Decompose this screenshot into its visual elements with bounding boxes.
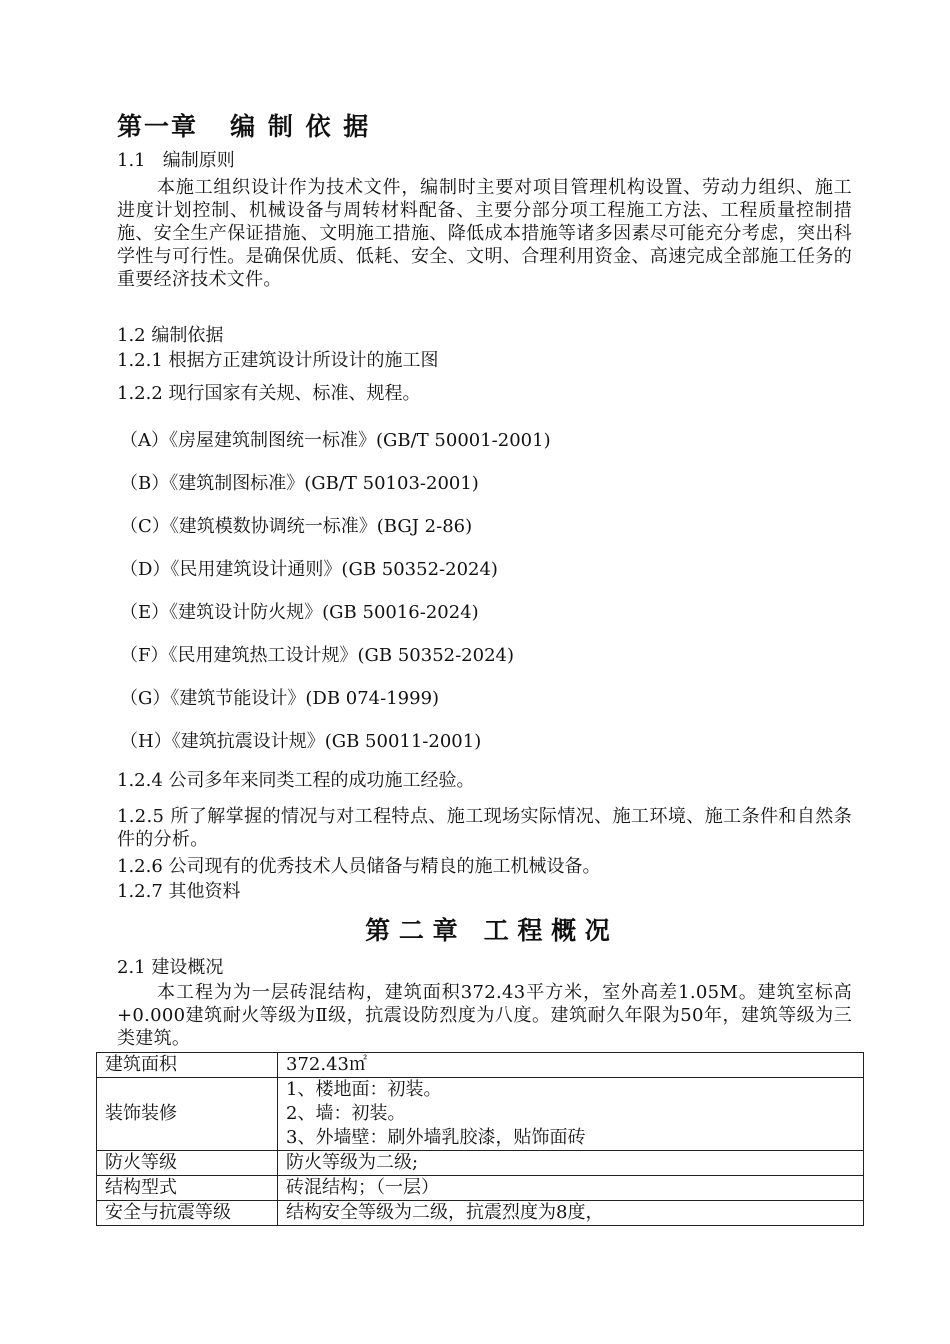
table-row <box>97 1176 864 1201</box>
section-2-1-heading: 2.1 建设概况 <box>117 957 224 978</box>
project-overview-table <box>96 1052 864 1226</box>
standard-item-a: （A）《房屋建筑制图统一标准》(GB/T 50001-2001) <box>120 430 551 451</box>
table-label-decoration: 装饰装修 <box>97 1078 278 1151</box>
chapter-2-title: 第 二 章 工 程 概 况 <box>365 916 610 945</box>
chapter-1-title: 第一章 编 制 依 据 <box>117 112 371 141</box>
section-1-2-heading: 1.2 编制依据 <box>117 325 224 346</box>
standard-item-b: （B）《建筑制图标准》(GB/T 50103-2001) <box>120 473 479 494</box>
standard-item-c: （C）《建筑模数协调统一标准》(BGJ 2-86) <box>120 516 473 537</box>
table-value-decoration <box>278 1078 864 1151</box>
standard-item-h: （H）《建筑抗震设计规》(GB 50011-2001) <box>120 731 482 752</box>
table-value-safety: 结构安全等级为二级，抗震烈度为8度， <box>278 1201 864 1226</box>
section-2-1-paragraph: 本工程为为一层砖混结构，建筑面积372.43平方米，室外高差1.05M。建筑室标高+0.000建筑耐火等级为Ⅱ级，抗震设防烈度为八度。建筑耐久年限为50年，建筑等级为三类建筑。 <box>117 982 852 1049</box>
section-1-2-7: 1.2.7 其他资料 <box>117 881 241 902</box>
table-row <box>97 1078 864 1151</box>
section-1-2-5: 1.2.5 所了解掌握的情况与对工程特点、施工现场实际情况、施工环境、施工条件和自然条件的分析。 <box>117 806 852 850</box>
section-1-1-heading: 1.1 编制原则 <box>117 150 235 171</box>
section-1-2-1: 1.2.1 根据方正建筑设计所设计的施工图 <box>117 350 439 371</box>
decoration-line-1: 1、楼地面：初装。 <box>286 1079 442 1100</box>
table-value-area: 372.43㎡ <box>278 1053 864 1078</box>
table-value-fire: 防火等级为二级; <box>278 1151 864 1176</box>
table-value-structure: 砖混结构；（一层） <box>278 1176 864 1201</box>
standard-item-d: （D）《民用建筑设计通则》(GB 50352-2024) <box>120 559 498 580</box>
table-row <box>97 1151 864 1176</box>
section-1-2-6: 1.2.6 公司现有的优秀技术人员储备与精良的施工机械设备。 <box>117 856 601 877</box>
section-1-1-paragraph: 本施工组织设计作为技术文件，编制时主要对项目管理机构设置、劳动力组织、施工进度计划控制、机械设备与周转材料配备、主要分部分项工程施工方法、工程质量控制措施、安全生产保证措施、文明施工措施、降低成本措施等诸多因素尽可能充分考虑，突出科学性与可行性。是确保优质、低耗、安全、文明、合理利用资金、高速完成全部施工任务的重要经济技术文件。 <box>117 177 852 290</box>
standard-item-f: （F）《民用建筑热工设计规》(GB 50352-2024) <box>120 645 515 666</box>
table-row <box>97 1201 864 1226</box>
decoration-line-3: 3、外墙壁：刷外墙乳胶漆，贴饰面砖 <box>286 1127 586 1148</box>
table-label-safety: 安全与抗震等级 <box>97 1201 278 1226</box>
table-label-area: 建筑面积 <box>97 1053 278 1078</box>
standard-item-g: （G）《建筑节能设计》(DB 074-1999) <box>120 688 440 709</box>
table-row <box>97 1053 864 1078</box>
decoration-line-2: 2、墙：初装。 <box>286 1103 406 1124</box>
section-1-2-2: 1.2.2 现行国家有关规、标准、规程。 <box>117 383 421 404</box>
table-label-structure: 结构型式 <box>97 1176 278 1201</box>
table-label-fire: 防火等级 <box>97 1151 278 1176</box>
standard-item-e: （E）《建筑设计防火规》(GB 50016-2024) <box>120 602 479 623</box>
section-1-2-4: 1.2.4 公司多年来同类工程的成功施工经验。 <box>117 770 475 791</box>
